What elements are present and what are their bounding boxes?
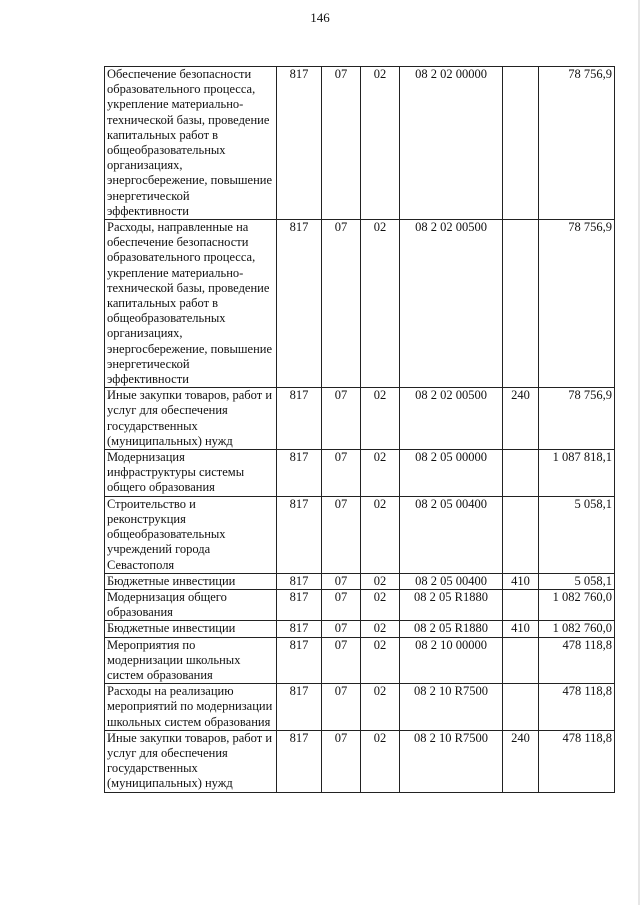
cell-amount: 78 756,9 xyxy=(539,388,615,450)
cell-expense-type: 410 xyxy=(503,573,539,589)
cell-expense-type: 410 xyxy=(503,621,539,637)
cell-grbs: 817 xyxy=(277,589,322,620)
cell-name: Иные закупки товаров, работ и услуг для обеспечения государственных (муниципальных) нужд xyxy=(105,730,277,792)
cell-grbs: 817 xyxy=(277,220,322,388)
cell-target-article: 08 2 02 00000 xyxy=(400,67,503,220)
cell-name: Мероприятия по модернизации школьных систем образования xyxy=(105,637,277,684)
cell-name: Строительство и реконструкция общеобразовательных учреждений города Севастополя xyxy=(105,496,277,573)
cell-expense-type xyxy=(503,496,539,573)
cell-podrazdel: 02 xyxy=(361,684,400,731)
cell-razdel: 07 xyxy=(322,496,361,573)
cell-razdel: 07 xyxy=(322,589,361,620)
table-row xyxy=(105,589,615,620)
cell-grbs: 817 xyxy=(277,388,322,450)
cell-target-article: 08 2 10 R7500 xyxy=(400,730,503,792)
cell-name: Расходы, направленные на обеспечение безопасности образовательного процесса, укрепление материально-технической базы, проведение капитальных работ в общеобразовательных организациях, энергосбережение, повышение энергетической эффективности xyxy=(105,220,277,388)
cell-name: Обеспечение безопасности образовательного процесса, укрепление материально-технической базы, проведение капитальных работ в общеобразовательных организациях, энергосбережение, повышение энергетической эффективности xyxy=(105,67,277,220)
cell-target-article: 08 2 05 R1880 xyxy=(400,621,503,637)
cell-name: Бюджетные инвестиции xyxy=(105,573,277,589)
cell-name: Бюджетные инвестиции xyxy=(105,621,277,637)
cell-podrazdel: 02 xyxy=(361,220,400,388)
table-row xyxy=(105,450,615,497)
cell-name: Расходы на реализацию мероприятий по модернизации школьных систем образования xyxy=(105,684,277,731)
cell-razdel: 07 xyxy=(322,388,361,450)
cell-expense-type xyxy=(503,450,539,497)
cell-target-article: 08 2 02 00500 xyxy=(400,220,503,388)
cell-podrazdel: 02 xyxy=(361,388,400,450)
cell-amount: 5 058,1 xyxy=(539,573,615,589)
cell-name: Модернизация общего образования xyxy=(105,589,277,620)
cell-name: Модернизация инфраструктуры системы общего образования xyxy=(105,450,277,497)
cell-amount: 5 058,1 xyxy=(539,496,615,573)
table-row xyxy=(105,684,615,731)
cell-grbs: 817 xyxy=(277,67,322,220)
cell-podrazdel: 02 xyxy=(361,589,400,620)
table-row xyxy=(105,730,615,792)
cell-razdel: 07 xyxy=(322,730,361,792)
cell-expense-type xyxy=(503,589,539,620)
cell-target-article: 08 2 10 00000 xyxy=(400,637,503,684)
cell-podrazdel: 02 xyxy=(361,450,400,497)
cell-podrazdel: 02 xyxy=(361,621,400,637)
cell-podrazdel: 02 xyxy=(361,637,400,684)
cell-grbs: 817 xyxy=(277,621,322,637)
cell-target-article: 08 2 05 00400 xyxy=(400,496,503,573)
table-row xyxy=(105,67,615,220)
table-row xyxy=(105,637,615,684)
cell-razdel: 07 xyxy=(322,684,361,731)
cell-grbs: 817 xyxy=(277,730,322,792)
cell-name: Иные закупки товаров, работ и услуг для обеспечения государственных (муниципальных) нужд xyxy=(105,388,277,450)
cell-razdel: 07 xyxy=(322,67,361,220)
cell-amount: 478 118,8 xyxy=(539,730,615,792)
cell-razdel: 07 xyxy=(322,637,361,684)
table-row xyxy=(105,573,615,589)
cell-amount: 1 087 818,1 xyxy=(539,450,615,497)
table-body xyxy=(105,67,615,793)
cell-amount: 1 082 760,0 xyxy=(539,589,615,620)
cell-amount: 78 756,9 xyxy=(539,67,615,220)
cell-target-article: 08 2 02 00500 xyxy=(400,388,503,450)
cell-podrazdel: 02 xyxy=(361,496,400,573)
cell-target-article: 08 2 05 R1880 xyxy=(400,589,503,620)
cell-expense-type xyxy=(503,637,539,684)
cell-grbs: 817 xyxy=(277,684,322,731)
cell-amount: 478 118,8 xyxy=(539,684,615,731)
cell-expense-type: 240 xyxy=(503,730,539,792)
cell-podrazdel: 02 xyxy=(361,573,400,589)
cell-razdel: 07 xyxy=(322,220,361,388)
cell-razdel: 07 xyxy=(322,621,361,637)
page-number: 146 xyxy=(310,10,330,25)
cell-expense-type xyxy=(503,220,539,388)
table-row xyxy=(105,220,615,388)
cell-amount: 78 756,9 xyxy=(539,220,615,388)
cell-expense-type xyxy=(503,67,539,220)
cell-grbs: 817 xyxy=(277,573,322,589)
cell-grbs: 817 xyxy=(277,450,322,497)
cell-amount: 478 118,8 xyxy=(539,637,615,684)
cell-expense-type: 240 xyxy=(503,388,539,450)
cell-target-article: 08 2 10 R7500 xyxy=(400,684,503,731)
table-row xyxy=(105,388,615,450)
cell-grbs: 817 xyxy=(277,637,322,684)
cell-grbs: 817 xyxy=(277,496,322,573)
cell-podrazdel: 02 xyxy=(361,730,400,792)
cell-amount: 1 082 760,0 xyxy=(539,621,615,637)
cell-target-article: 08 2 05 00000 xyxy=(400,450,503,497)
cell-razdel: 07 xyxy=(322,573,361,589)
cell-target-article: 08 2 05 00400 xyxy=(400,573,503,589)
cell-podrazdel: 02 xyxy=(361,67,400,220)
table-row xyxy=(105,496,615,573)
budget-table xyxy=(104,66,615,793)
table-row xyxy=(105,621,615,637)
cell-expense-type xyxy=(503,684,539,731)
cell-razdel: 07 xyxy=(322,450,361,497)
